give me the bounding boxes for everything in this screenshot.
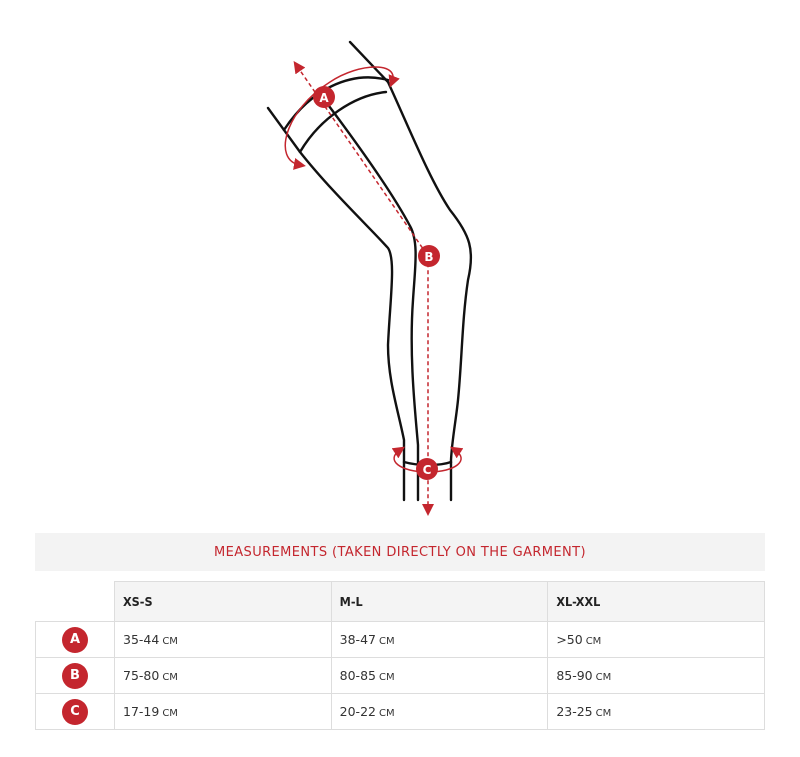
- cell-unit: CM: [378, 672, 395, 683]
- table-cell: [331, 658, 548, 694]
- header-size-xl-xxl: XL-XXL: [548, 582, 765, 622]
- table-cell: [548, 658, 765, 694]
- marker-b-label: B: [424, 250, 434, 264]
- cell-unit: CM: [162, 708, 178, 719]
- table-row: [36, 622, 765, 658]
- cell-unit: CM: [595, 672, 612, 683]
- row-marker-cell: [36, 694, 115, 730]
- table-cell: [548, 622, 765, 658]
- outline-left: [268, 108, 404, 500]
- outline-right: [350, 42, 471, 500]
- row-marker-cell: [36, 658, 115, 694]
- header-size-xs-s: XS-S: [115, 582, 332, 622]
- banner-text: MEASUREMENTS (TAKEN DIRECTLY ON THE GARMENT): [214, 544, 586, 560]
- cell-unit: CM: [378, 708, 395, 719]
- header-size-m-l: M-L: [331, 582, 548, 622]
- table-cell: [331, 694, 548, 730]
- table-cell: [331, 622, 548, 658]
- marker-a-label: A: [319, 91, 329, 105]
- marker-b: [418, 245, 440, 267]
- cell-value: 35-44: [123, 632, 160, 647]
- cell-value: 23-25: [556, 704, 593, 719]
- cell-value: 85-90: [556, 668, 593, 683]
- thigh-band-upper: [284, 77, 388, 130]
- table-cell: [115, 622, 332, 658]
- table-row: [36, 658, 765, 694]
- row-marker-cell: [36, 622, 115, 658]
- size-table: [35, 581, 765, 730]
- header-empty-cell: [36, 582, 115, 622]
- cell-unit: CM: [595, 708, 612, 719]
- table-cell: [115, 658, 332, 694]
- cell-unit: CM: [585, 636, 602, 647]
- cell-unit: CM: [162, 672, 178, 683]
- table-row: [36, 694, 765, 730]
- measurements-banner: [35, 533, 765, 571]
- marker-badge-c: C: [62, 699, 88, 725]
- cell-value: 17-19: [123, 704, 160, 719]
- marker-c-label: C: [422, 463, 432, 477]
- marker-c: [416, 458, 438, 480]
- table-cell: [548, 694, 765, 730]
- cell-value: >50: [556, 632, 583, 647]
- table-cell: [115, 694, 332, 730]
- cell-value: 80-85: [339, 668, 376, 683]
- cell-value: 38-47: [339, 632, 376, 647]
- measurement-guides: [285, 66, 461, 510]
- cell-value: 75-80: [123, 668, 160, 683]
- marker-badge-a: A: [62, 627, 88, 653]
- marker-a: [313, 86, 335, 108]
- cell-value: 20-22: [339, 704, 376, 719]
- thigh-band-lower: [300, 92, 386, 152]
- cell-unit: CM: [378, 636, 395, 647]
- marker-badge-b: B: [62, 663, 88, 689]
- table-header-row: [36, 582, 765, 622]
- cell-unit: CM: [162, 636, 178, 647]
